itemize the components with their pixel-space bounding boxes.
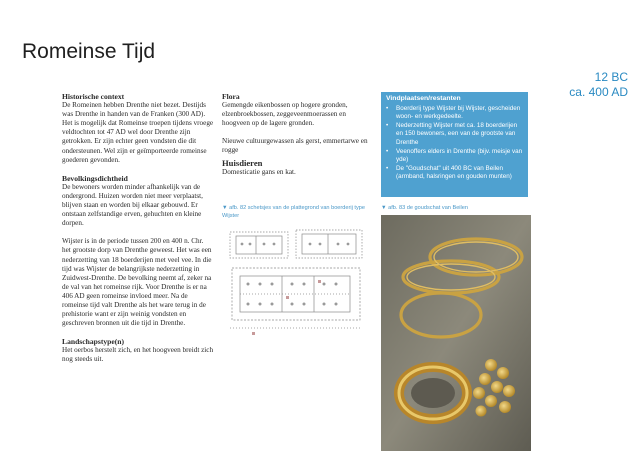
caption-floorplan: ▼ afb. 82 schetsjes van de plattegrond van boerderij type Wijster xyxy=(222,205,365,219)
period-label xyxy=(569,70,628,100)
findspot-item: • Veenoffers elders in Drenthe (bijv. meisje van yde) xyxy=(386,148,524,165)
findspot-item: • Boerderij type Wijster bij Wijster, gescheiden woon- en werkgedeelte. xyxy=(386,105,524,122)
period-end: ca. 400 AD xyxy=(569,85,628,99)
text-flora: Gemengde eikenbossen op hogere gronden, elzenbroekbossen, zeggeveenmoerassen en hoogveen op de lagere gronden. xyxy=(222,101,348,128)
period-start: 12 BC xyxy=(594,70,628,84)
text-huisdieren: Domesticatie gans en kat. xyxy=(222,167,296,176)
text-historische-context: De Romeinen hebben Drenthe niet bezet. Destijds was Drenthe in handen van de Franken (300 AD). Het is mogelijk dat Romeinse troepen tijdens vroege veldtochten tot 47 AD wel door Drenthe zijn getrokken. Er zijn echter geen vondsten die dit ondersteunen. Wel zijn er geïmporteerde romeinse goederen gevonden. xyxy=(62,101,214,164)
findspots-list xyxy=(386,105,524,182)
text-bevolkingsdichtheid: De bewoners worden minder afhankelijk van de ondergrond. Huizen worden niet meer verplaatst, blijven staan en worden bij elkaar gebouwd. Er ontstaan zelfstandige erven, gehuchten en kleine dorpen. xyxy=(62,182,203,228)
heading-historische-context: Historische context xyxy=(62,92,125,101)
column-flora xyxy=(222,92,370,186)
farmhouse-floorplan-sketch xyxy=(222,224,372,344)
column-history xyxy=(62,92,214,374)
caption-goldtreasure: ▼ afb. 83 de goudschat van Beilen xyxy=(381,205,469,211)
findspot-item: • De "Goudschat" uit 400 BC van Beilen (armband, halsringen en gouden munten) xyxy=(386,165,524,182)
findspots-title: Vindplaatsen/restanten xyxy=(386,95,461,102)
heading-landschapstype: Landschapstype(n) xyxy=(62,337,125,347)
heading-huisdieren: Huisdieren xyxy=(222,157,263,168)
gold-treasure-photo xyxy=(381,215,531,451)
heading-bevolkingsdichtheid: Bevolkingsdichtheid xyxy=(62,173,128,183)
text-wijster: Wijster is in de periode tussen 200 en 400 n. Chr. het grootste dorp van Drenthe geweest. Het was een nederzetting van 18 boerderijen met veel vee. In die tijd was Wijster de belangrijkste nederzetting in Zuidwest-Drenthe. De bevolking neemt af, zeker na de val van het romeinse rijk. Voor Drenthe is er na 406 AD geen romeinse invloed meer. Na de romeinse tijd valt Drenthe als het ware terug in de prehistorie want er zijn weinig vondsten en geschreven bronnen uit die tijd in Drenthe. xyxy=(62,237,212,328)
text-cultuurgewassen: Nieuwe cultuurgewassen als gerst, emmertarwe en rogge xyxy=(222,137,368,155)
findspot-item: • Nederzetting Wijster met ca. 18 boerderijen en 150 bewoners, een van de grootste van Drenthe xyxy=(386,122,524,148)
heading-flora: Flora xyxy=(222,92,240,101)
text-landschapstype: Het oerbos herstelt zich, en het hoogveen breidt zich nog steeds uit. xyxy=(62,346,214,364)
page-title: Romeinse Tijd xyxy=(22,40,156,63)
findspots-box xyxy=(381,92,528,197)
